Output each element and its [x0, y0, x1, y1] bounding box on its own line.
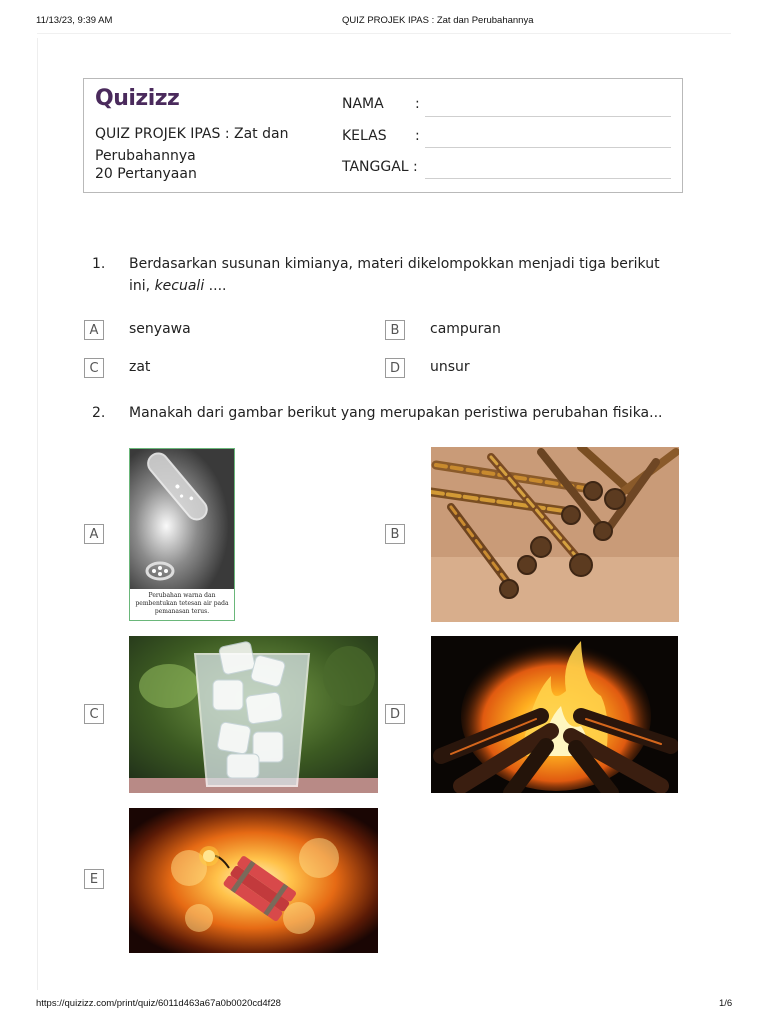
page-left-border: [37, 38, 38, 990]
q2-option-d-box[interactable]: D: [385, 704, 405, 724]
question-1-line1: Berdasarkan susunan kimianya, materi dikelompokkan menjadi tiga berikut: [129, 256, 660, 272]
q1-option-a-box[interactable]: A: [84, 320, 104, 340]
q2-option-e-box[interactable]: E: [84, 869, 104, 889]
date-label: TANGGAL :: [342, 159, 418, 175]
class-field-line[interactable]: [425, 147, 671, 148]
dynamite-explosion-image: [129, 808, 378, 953]
header-divider: [37, 33, 731, 34]
name-colon: :: [415, 96, 420, 112]
campfire-image: [431, 636, 678, 793]
q1-option-d-text: unsur: [430, 359, 470, 375]
quiz-title-line1: QUIZ PROJEK IPAS : Zat dan: [95, 126, 289, 142]
q1-option-c-text: zat: [129, 359, 151, 375]
test-tube-heating-image: [129, 448, 235, 621]
print-page-number: 1/6: [719, 998, 733, 1009]
q1-option-b-box[interactable]: B: [385, 320, 405, 340]
ice-in-glass-image: [129, 636, 378, 793]
question-1-line2: ini, kecuali ....: [129, 278, 227, 294]
quiz-title-line2: Perubahannya: [95, 148, 196, 164]
question-2-text: Manakah dari gambar berikut yang merupakan peristiwa perubahan fisika...: [129, 405, 663, 421]
class-label: KELAS: [342, 128, 387, 144]
rusty-nails-image: [431, 447, 679, 622]
print-datetime: 11/13/23, 9:39 AM: [36, 15, 113, 26]
image-caption-line3: pemanasan terus.: [154, 608, 210, 615]
print-url: https://quizizz.com/print/quiz/6011d463a67a0b0020cd4f28: [36, 998, 281, 1009]
name-label: NAMA: [342, 96, 384, 112]
name-field-line[interactable]: [425, 116, 671, 117]
quizizz-logo: Quizizz: [95, 86, 180, 111]
date-field-line[interactable]: [425, 178, 671, 179]
question-1-text: [129, 253, 689, 297]
q1-option-d-box[interactable]: D: [385, 358, 405, 378]
image-caption-line2: pembentukan tetesan air pada: [135, 600, 229, 607]
question-count: 20 Pertanyaan: [95, 166, 197, 182]
q1-option-c-box[interactable]: C: [84, 358, 104, 378]
question-2-number: 2.: [92, 405, 106, 421]
q1-option-b-text: campuran: [430, 321, 501, 337]
print-title: QUIZ PROJEK IPAS : Zat dan Perubahannya: [342, 15, 534, 26]
class-colon: :: [415, 128, 420, 144]
image-caption-line1: Perubahan warna dan: [148, 592, 216, 599]
q1-option-a-text: senyawa: [129, 321, 191, 337]
q2-option-a-box[interactable]: A: [84, 524, 104, 544]
question-1-number: 1.: [92, 256, 106, 272]
q2-option-b-box[interactable]: B: [385, 524, 405, 544]
q2-option-c-box[interactable]: C: [84, 704, 104, 724]
